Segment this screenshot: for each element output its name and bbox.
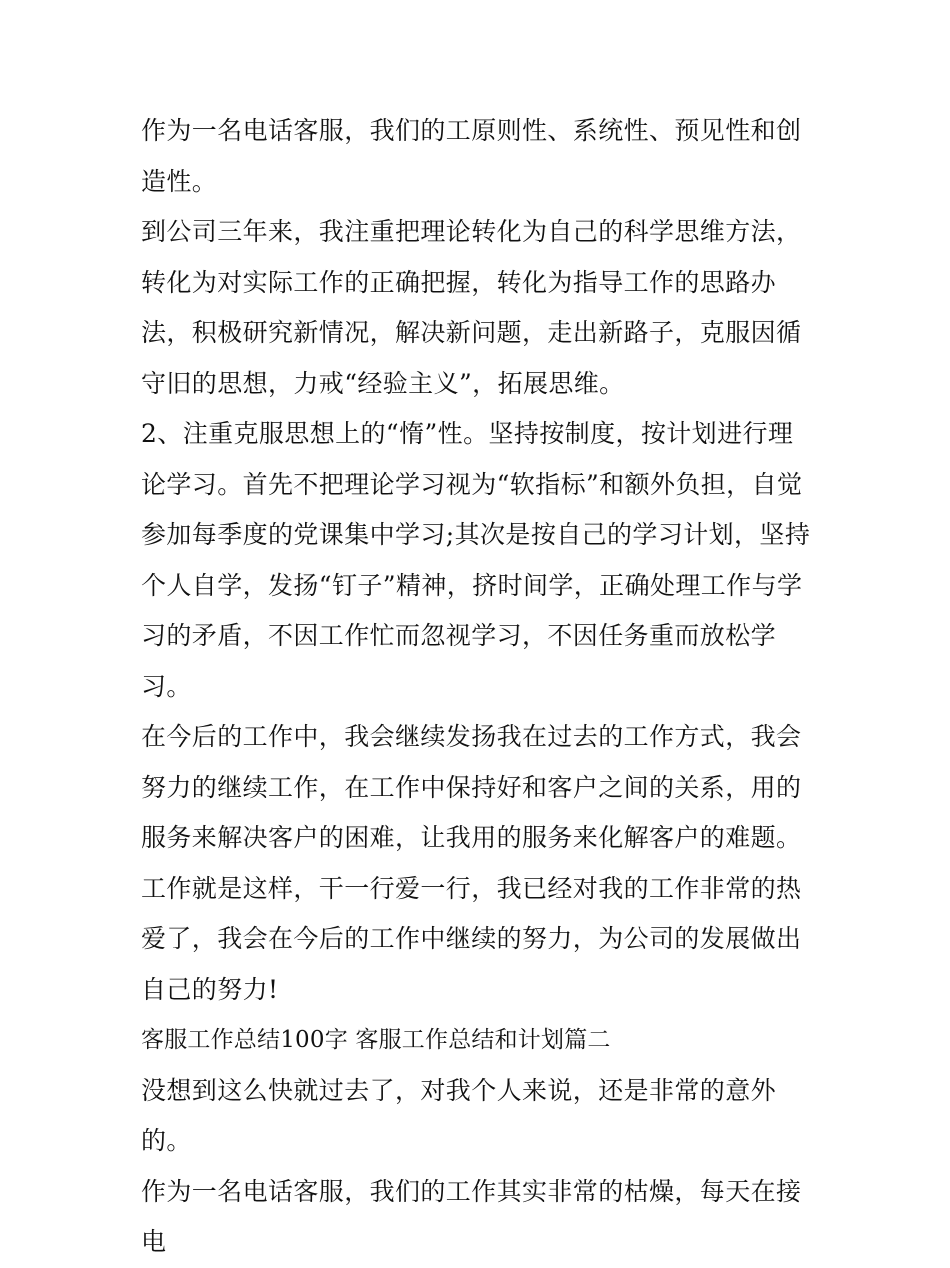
document-body [141,106,813,1268]
paragraph-unexpected: 没想到这么快就过去了，对我个人来说，还是非常的意外的。 [141,1075,777,1155]
paragraph-study: 2、注重克服思想上的“惰”性。坚持按制度，按计划进行理论学习。首先不把理论学习视为“软指标”和额外负担，自觉参加每季度的党课集中学习;其次是按自己的学习计划，坚持个人自学，发扬“钉子”精神，挤时间学，正确处理工作与学习的矛盾，不因工作忙而忽视学习，不因任务重而放松学习。 [141,419,811,701]
paragraph-intro: 作为一名电话客服，我们的工原则性、系统性、预见性和创造性。 [141,116,802,196]
section-heading: 客服工作总结100字 客服工作总结和计划篇二 [141,1027,611,1053]
paragraph-phone-service: 作为一名电话客服，我们的工作其实非常的枯燥，每天在接电 [141,1176,802,1256]
paragraph-theory: 到公司三年来，我注重把理论转化为自己的科学思维方法，转化为对实际工作的正确把握，转化为指导工作的思路办法，积极研究新情况，解决新问题，走出新路子，克服因循守旧的思想，力戒“经验主义”，拓展思维。 [141,217,802,398]
paragraph-future: 在今后的工作中，我会继续发扬我在过去的工作方式，我会努力的继续工作，在工作中保持好和客户之间的关系，用的服务来解决客户的困难，让我用的服务来化解客户的难题。工作就是这样，干一行爱一行，我已经对我的工作非常的热爱了，我会在今后的工作中继续的努力，为公司的发展做出自己的努力! [141,722,802,1004]
